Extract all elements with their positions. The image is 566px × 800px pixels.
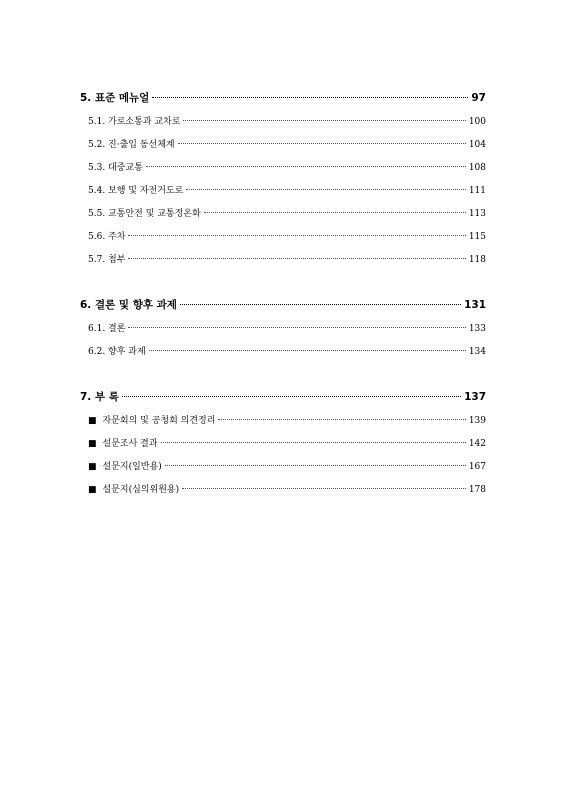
page-number: 111 — [468, 186, 486, 196]
item-title: 설문지(일반용) — [102, 462, 162, 472]
square-bullet-icon: ■ — [88, 439, 97, 449]
leader-dots — [183, 120, 465, 121]
page-number: 139 — [468, 416, 486, 426]
leader-dots — [180, 304, 461, 305]
item-title: 설문조사 결과 — [102, 439, 158, 449]
page-number: 167 — [468, 462, 486, 472]
leader-dots — [178, 143, 466, 144]
page-number: 113 — [468, 209, 486, 219]
page-number: 178 — [468, 485, 486, 495]
leader-dots — [128, 235, 465, 236]
leader-dots — [161, 442, 466, 443]
toc-item-5-4[interactable] — [80, 183, 486, 206]
item-title: 5.1. 가로소통과 교차로 — [88, 117, 181, 127]
item-title: 5.7. 첨부 — [88, 255, 126, 265]
page-number: 100 — [468, 117, 486, 127]
toc-item-5-5[interactable] — [80, 206, 486, 229]
page-number: 115 — [468, 232, 486, 242]
leader-dots — [204, 212, 466, 213]
toc-chapter-7[interactable] — [80, 389, 486, 407]
page-number: 108 — [468, 163, 486, 173]
toc-appendix-1[interactable] — [80, 413, 486, 436]
item-title: 5.3. 대중교통 — [88, 163, 143, 173]
leader-dots — [128, 327, 465, 328]
toc-item-5-3[interactable] — [80, 160, 486, 183]
item-title: 자문회의 및 공청회 의견정리 — [102, 416, 216, 426]
page-number: 142 — [468, 439, 486, 449]
page-number: 118 — [468, 255, 486, 265]
item-title: 6.2. 향후 과제 — [88, 347, 146, 357]
page-number: 104 — [468, 140, 486, 150]
chapter-title: 6. 결론 및 향후 과제 — [80, 299, 177, 311]
square-bullet-icon: ■ — [88, 462, 97, 472]
toc-appendix-4[interactable] — [80, 482, 486, 505]
toc-item-6-1[interactable] — [80, 321, 486, 344]
toc-item-5-1[interactable] — [80, 114, 486, 137]
leader-dots — [149, 350, 466, 351]
leader-dots — [122, 396, 461, 397]
item-title: 5.6. 주차 — [88, 232, 126, 242]
item-title: 설문지(심의위원용) — [102, 485, 180, 495]
item-title: 6.1. 결론 — [88, 324, 126, 334]
square-bullet-icon: ■ — [88, 416, 97, 426]
toc-appendix-3[interactable] — [80, 459, 486, 482]
page-number: 133 — [468, 324, 486, 334]
page-number: 131 — [464, 299, 486, 311]
table-of-contents — [80, 90, 486, 505]
leader-dots — [152, 97, 468, 98]
page-number: 97 — [471, 92, 486, 104]
page-number: 137 — [464, 391, 486, 403]
leader-dots — [186, 189, 466, 190]
leader-dots — [218, 419, 465, 420]
item-title: 5.4. 보행 및 자전거도로 — [88, 186, 184, 196]
toc-appendix-2[interactable] — [80, 436, 486, 459]
toc-chapter-6[interactable] — [80, 297, 486, 315]
chapter-title: 5. 표준 메뉴얼 — [80, 92, 150, 104]
item-title: 5.2. 진·출입 동선체계 — [88, 140, 175, 150]
toc-item-6-2[interactable] — [80, 344, 486, 367]
toc-item-5-7[interactable] — [80, 252, 486, 275]
leader-dots — [146, 166, 466, 167]
toc-item-5-6[interactable] — [80, 229, 486, 252]
toc-item-5-2[interactable] — [80, 137, 486, 160]
toc-chapter-5[interactable] — [80, 90, 486, 108]
square-bullet-icon: ■ — [88, 485, 97, 495]
chapter-title: 7. 부 록 — [80, 391, 119, 403]
leader-dots — [182, 488, 466, 489]
leader-dots — [165, 465, 466, 466]
item-title: 5.5. 교통안전 및 교통정온화 — [88, 209, 201, 219]
leader-dots — [128, 258, 465, 259]
page-number: 134 — [468, 347, 486, 357]
